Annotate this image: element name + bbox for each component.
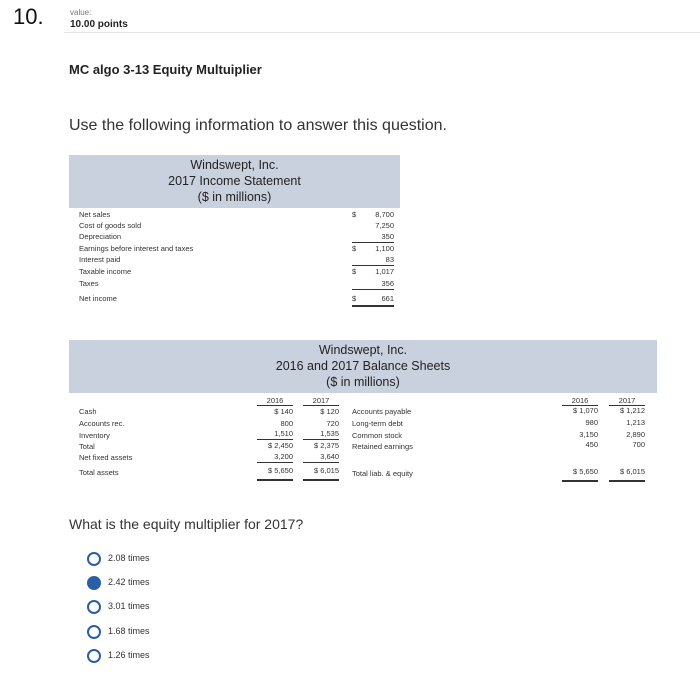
- is-row-label: Earnings before interest and taxes: [79, 244, 194, 253]
- bs-asset-2016: $ 2,450: [267, 441, 293, 450]
- bs-asset-2016: 800: [280, 419, 293, 428]
- bs-asset-2017: 1,535: [320, 429, 339, 438]
- income-statement-title: 2017 Income Statement: [168, 174, 301, 188]
- is-double-underline: [352, 305, 394, 307]
- bs-asset-2017: 3,640: [320, 452, 339, 461]
- is-row-label: Taxes: [79, 279, 99, 288]
- bs-asset-2017: $ 6,015: [313, 466, 339, 475]
- answer-option-label[interactable]: 1.68 times: [108, 626, 150, 636]
- bs-underline: [257, 405, 293, 406]
- bs-asset-label: Inventory: [79, 431, 110, 440]
- bs-right-year-2017: 2017: [618, 396, 636, 405]
- bs-double-underline: [303, 479, 339, 481]
- bs-asset-2016: 1,510: [274, 429, 293, 438]
- balance-sheet-header: [69, 340, 657, 393]
- bs-right-year-2016: 2016: [571, 396, 589, 405]
- is-row-label: Depreciation: [79, 232, 122, 241]
- bs-double-underline: [562, 480, 598, 482]
- is-row-label: Net income: [79, 294, 117, 303]
- bs-asset-label: Cash: [79, 407, 97, 416]
- balance-sheet-table: [69, 340, 657, 490]
- answer-option-label[interactable]: 1.26 times: [108, 650, 150, 660]
- answer-option-label[interactable]: 2.42 times: [108, 577, 150, 587]
- bs-liability-2016: $ 5,650: [572, 467, 598, 476]
- question-title: MC algo 3-13 Equity Multuiplier: [69, 62, 262, 77]
- income-statement-company: Windswept, Inc.: [190, 158, 279, 172]
- points-value: 10.00 points: [70, 19, 128, 30]
- bs-liability-2017: 1,213: [626, 418, 645, 427]
- bs-liability-label: Common stock: [352, 431, 403, 440]
- is-row-label: Taxable income: [79, 267, 132, 276]
- bs-double-underline: [609, 480, 645, 482]
- income-statement-table: Windswept, Inc. 2017 Income Statement ($ in millions) Net sales $ 8,700 Cost of goods sold 7,250 Depreciation 350 Earnings before interest and taxes $ 1,100 Interest paid 83 Taxable income $ 1,017 Taxes 356 Net income $ 661: [69, 155, 400, 305]
- bs-underline: [303, 405, 339, 406]
- bs-asset-2016: $ 5,650: [267, 466, 293, 475]
- bs-left-year-2017: 2017: [312, 396, 330, 405]
- bs-underline: [257, 462, 293, 463]
- bs-asset-2016: $ 140: [274, 407, 293, 416]
- bs-liability-2016: $ 1,070: [572, 406, 598, 415]
- value-label: value:: [70, 8, 92, 17]
- bs-asset-2016: 3,200: [274, 452, 293, 461]
- radio-button[interactable]: [87, 625, 101, 639]
- income-statement-header: [69, 155, 400, 208]
- bs-asset-label: Total: [79, 442, 95, 451]
- bs-liability-2017: 700: [632, 440, 645, 449]
- bs-left-year-2016: 2016: [266, 396, 284, 405]
- bs-underline: [257, 439, 293, 440]
- bs-asset-2017: 720: [326, 419, 339, 428]
- radio-button[interactable]: [87, 600, 101, 614]
- bs-underline: [303, 462, 339, 463]
- bs-asset-label: Net fixed assets: [79, 453, 133, 462]
- bs-liability-2017: $ 6,015: [619, 467, 645, 476]
- is-row-label: Net sales: [79, 210, 111, 219]
- bs-underline: [303, 439, 339, 440]
- intro-text: Use the following information to answer this question.: [69, 117, 447, 134]
- income-statement-units: ($ in millions): [197, 190, 272, 204]
- bs-liability-2016: 450: [585, 440, 598, 449]
- is-row-label: Interest paid: [79, 255, 121, 264]
- radio-button-selected[interactable]: [87, 576, 101, 590]
- bs-liability-2017: $ 1,212: [619, 406, 645, 415]
- is-underline: [352, 242, 394, 243]
- is-underline: [352, 265, 394, 266]
- is-row-label: Cost of goods sold: [79, 221, 142, 230]
- radio-button[interactable]: [87, 552, 101, 566]
- bs-liability-label: Total liab. & equity: [352, 469, 413, 478]
- bs-liability-2016: 980: [585, 418, 598, 427]
- balance-sheet-title: 2016 and 2017 Balance Sheets: [275, 359, 451, 373]
- bs-liability-2017: 2,890: [626, 430, 645, 439]
- question-prompt: What is the equity multiplier for 2017?: [69, 516, 304, 532]
- radio-button[interactable]: [87, 649, 101, 663]
- bs-asset-label: Total assets: [79, 468, 119, 477]
- bs-asset-2017: $ 120: [320, 407, 339, 416]
- bs-liability-label: Accounts payable: [352, 407, 412, 416]
- bs-liability-2016: 3,150: [579, 430, 598, 439]
- bs-asset-label: Accounts rec.: [79, 419, 125, 428]
- header-divider: [64, 32, 700, 33]
- bs-liability-label: Long-term debt: [352, 419, 403, 428]
- bs-liability-label: Retained earnings: [352, 442, 413, 451]
- bs-asset-2017: $ 2,375: [313, 441, 339, 450]
- balance-sheet-company: Windswept, Inc.: [318, 343, 408, 357]
- answer-option-label[interactable]: 3.01 times: [108, 601, 150, 611]
- question-number: 10.: [13, 4, 44, 29]
- answer-option-label[interactable]: 2.08 times: [108, 553, 150, 563]
- is-underline: [352, 289, 394, 290]
- balance-sheet-units: ($ in millions): [326, 375, 400, 389]
- bs-double-underline: [257, 479, 293, 481]
